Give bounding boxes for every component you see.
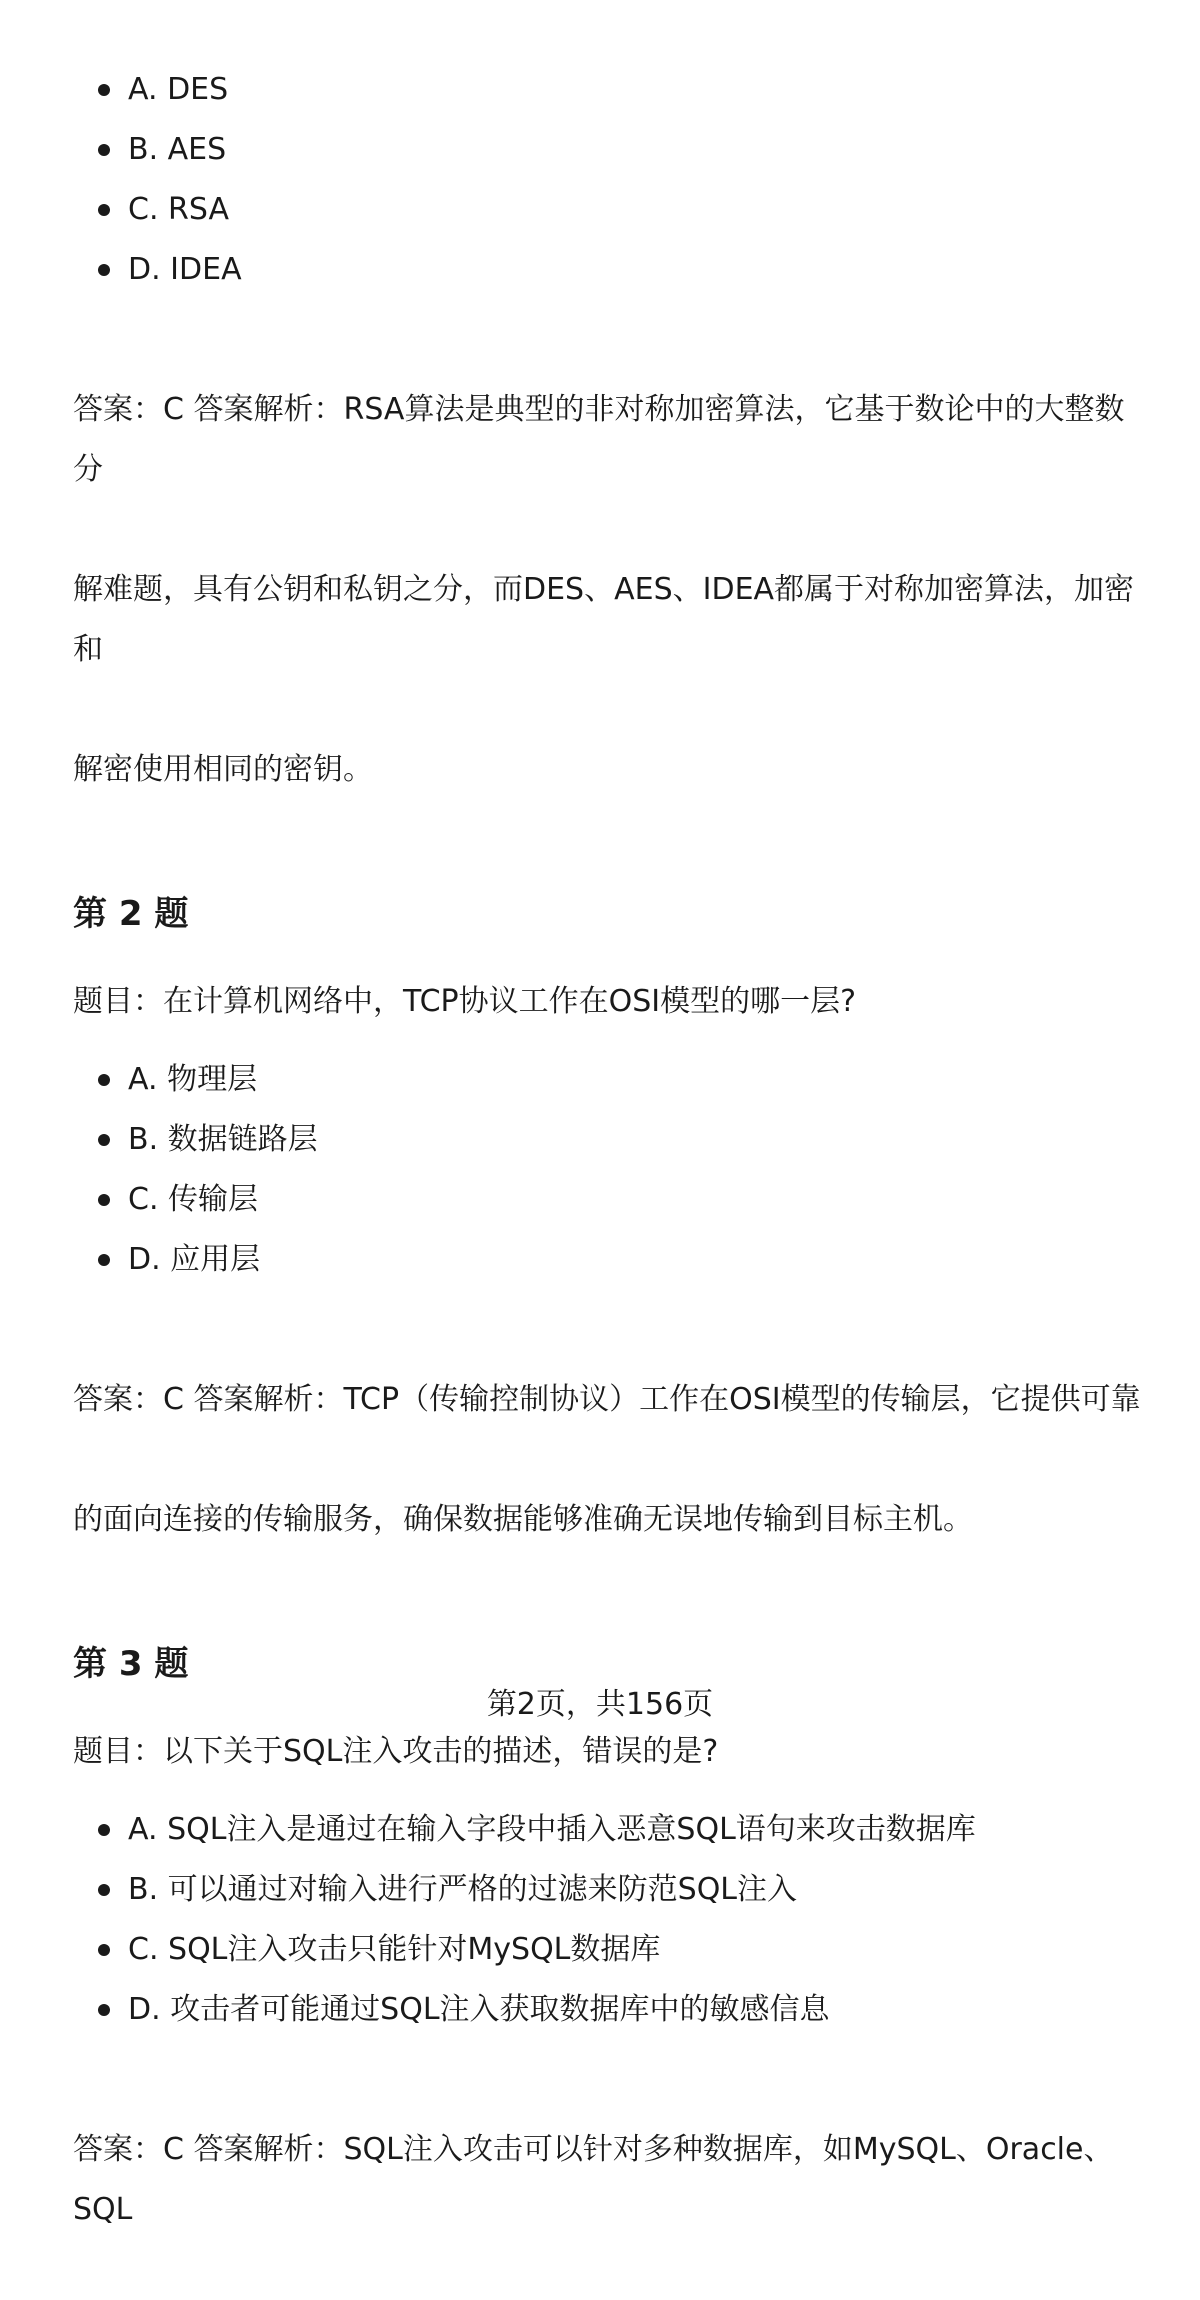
bullet [98, 1254, 110, 1266]
q1-options [73, 60, 1148, 300]
q3-option-d [73, 1980, 1148, 2040]
q2-options [73, 1050, 1148, 1290]
document-content [73, 60, 1148, 2300]
answer-line: 解难题，具有公钥和私钥之分，而DES、AES、IDEA都属于对称加密算法，加密和 [73, 572, 1135, 667]
bullet [98, 1824, 110, 1836]
q3-options [73, 1800, 1148, 2040]
bullet [98, 1944, 110, 1956]
q1-option-c [73, 180, 1148, 240]
answer-line: 答案：C 答案解析：SQL注入攻击可以针对多种数据库，如MySQL、Oracle、SQL [73, 2132, 1114, 2227]
option-label: C. RSA [128, 192, 229, 227]
option-label: A. 物理层 [128, 1062, 258, 1097]
bullet [98, 144, 110, 156]
q3-option-a [73, 1800, 1148, 1860]
bullet [98, 84, 110, 96]
bullet [98, 1134, 110, 1146]
q2-answer [73, 1310, 1148, 1610]
option-label: C. SQL注入攻击只能针对MySQL数据库 [128, 1932, 661, 1967]
answer-line: 解密使用相同的密钥。 [73, 752, 373, 787]
option-label: D. 应用层 [128, 1242, 261, 1277]
q2-option-d [73, 1230, 1148, 1290]
q2-question: 题目：在计算机网络中，TCP协议工作在OSI模型的哪一层? [73, 984, 857, 1019]
option-label: D. 攻击者可能通过SQL注入获取数据库中的敏感信息 [128, 1992, 830, 2027]
page-footer: 第2页，共156页 [486, 1687, 714, 1722]
bullet [98, 1074, 110, 1086]
option-label: B. 数据链路层 [128, 1122, 318, 1157]
q1-option-d [73, 240, 1148, 300]
option-label: C. 传输层 [128, 1182, 259, 1217]
q1-answer [73, 320, 1148, 860]
bullet [98, 1194, 110, 1206]
answer-line: 答案：C 答案解析：RSA算法是典型的非对称加密算法，它基于数论中的大整数分 [73, 392, 1125, 487]
q2-option-c [73, 1170, 1148, 1230]
bullet [98, 264, 110, 276]
option-label: B. 可以通过对输入进行严格的过滤来防范SQL注入 [128, 1872, 798, 1907]
q1-option-b [73, 120, 1148, 180]
q2-option-b [73, 1110, 1148, 1170]
q3-option-c [73, 1920, 1148, 1980]
option-label: A. SQL注入是通过在输入字段中插入恶意SQL语句来攻击数据库 [128, 1812, 976, 1847]
q3-option-b [73, 1860, 1148, 1920]
bullet [98, 204, 110, 216]
option-label: B. AES [128, 132, 227, 167]
option-label: A. DES [128, 72, 229, 107]
option-label: D. IDEA [128, 252, 242, 287]
bullet [98, 1884, 110, 1896]
q3-question: 题目：以下关于SQL注入攻击的描述，错误的是? [73, 1734, 719, 1769]
q3-answer [73, 2060, 1148, 2300]
q3-heading: 第 3 题 [73, 1644, 189, 1684]
q1-option-a [73, 60, 1148, 120]
q2-option-a [73, 1050, 1148, 1110]
q2-heading: 第 2 题 [73, 894, 189, 934]
answer-line: 的面向连接的传输服务，确保数据能够准确无误地传输到目标主机。 [73, 1502, 973, 1537]
answer-line: 答案：C 答案解析：TCP（传输控制协议）工作在OSI模型的传输层，它提供可靠 [73, 1382, 1141, 1417]
bullet [98, 2004, 110, 2016]
